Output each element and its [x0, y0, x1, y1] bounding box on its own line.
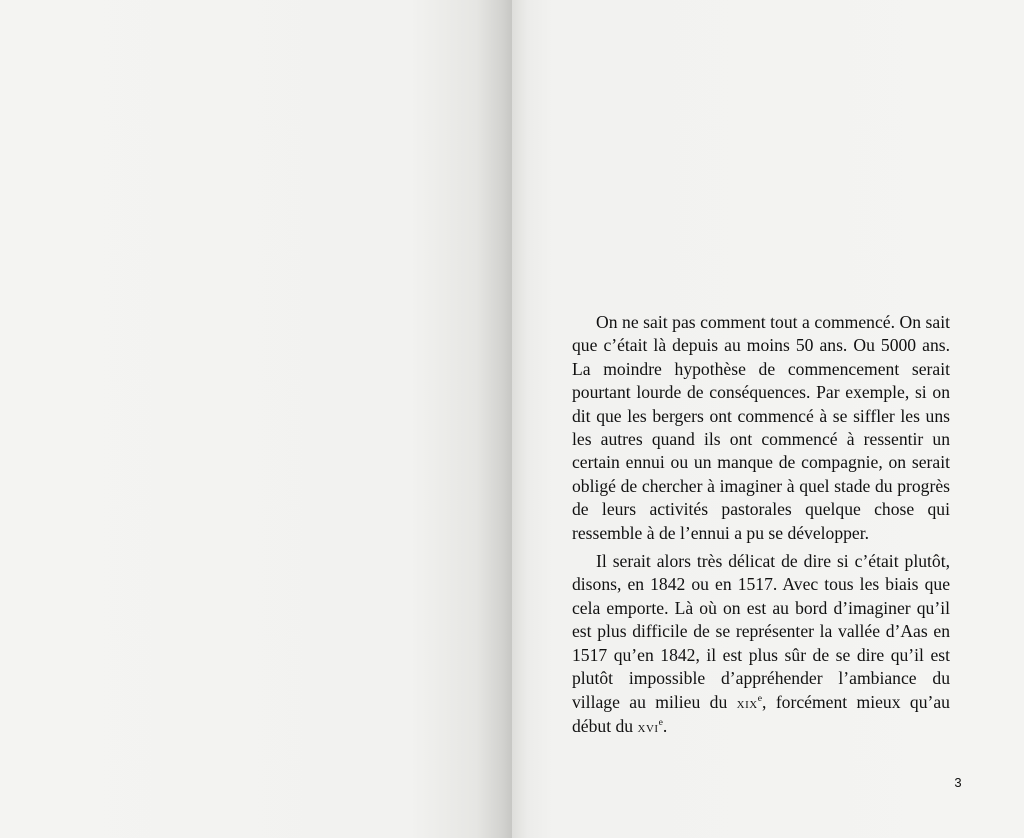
century-xvi: xvi — [637, 717, 659, 736]
paragraph-2-text-3: . — [662, 715, 668, 736]
century-xvi-suffix: e — [658, 717, 663, 729]
paragraph-2-text-1: Il serait alors très délicat de dire si c’était plutôt, disons, en 1842 ou en 1517. Avec tous les biais que cela emporte. Là où on est au bord d’imaginer qu’il est plus difficile de se représenter la vallée d’Aas en 1517 qu’en 1842, il est plus sûr de se dire qu’il est plutôt impossible d’appréhender l’ambiance du village au milieu du — [572, 551, 950, 712]
text-block — [572, 311, 950, 739]
paragraph-2 — [572, 550, 950, 739]
century-xix-suffix: e — [757, 692, 763, 704]
paragraph-1: On ne sait pas comment tout a commencé. On sait que c’était là depuis au moins 50 ans. Ou 5000 ans. La moindre hypothèse de commencement serait pourtant lourde de conséquences. Par exemple, si on dit que les bergers ont commencé à se siffler les uns les autres quand ils ont commencé à ressentir un certain ennui ou un manque de compagnie, on serait obligé de chercher à imaginer à quel stade du progrès de leurs activités pastorales quelque chose qui ressemble à de l’ennui a pu se développer. — [572, 312, 950, 543]
page-number: 3 — [954, 775, 962, 790]
century-xix: xix — [736, 693, 758, 712]
paragraph-2-text-2: , forcément mieux qu’au début du — [572, 691, 950, 736]
